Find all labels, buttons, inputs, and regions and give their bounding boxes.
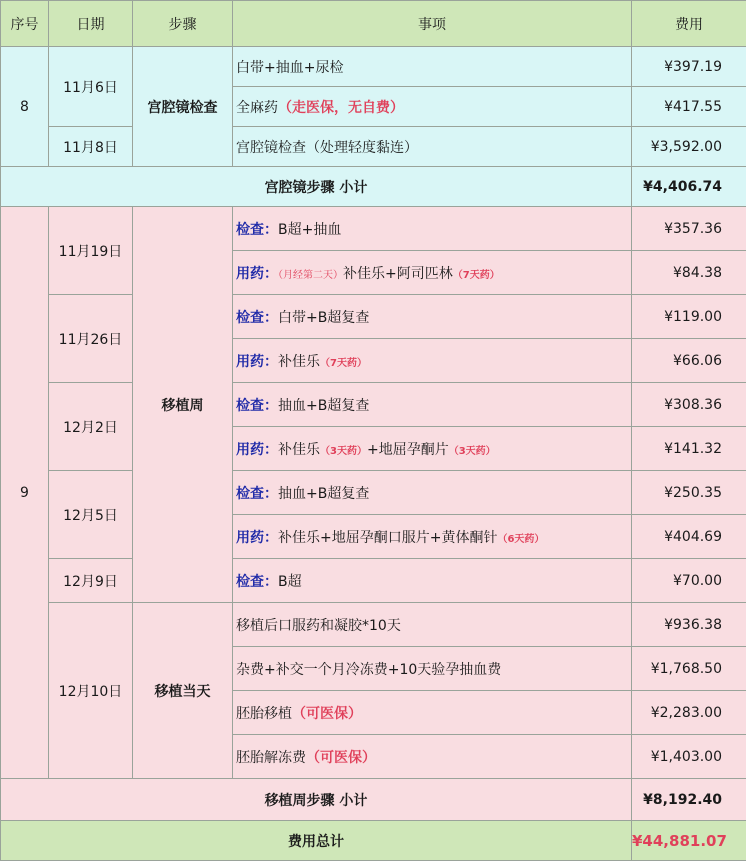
seq-cell: 8 <box>1 47 49 167</box>
date-cell: 11月26日 <box>49 295 133 383</box>
date-cell: 11月6日 <box>49 47 133 127</box>
col-date: 日期 <box>49 1 133 47</box>
subtotal-row <box>1 779 746 821</box>
date-cell: 12月9日 <box>49 559 133 603</box>
cost-cell: ¥936.38 <box>632 603 746 647</box>
table-row <box>1 295 746 339</box>
seq-cell: 9 <box>1 207 49 779</box>
date-cell: 12月2日 <box>49 383 133 471</box>
item-cell: 用药：补佳乐+地屈孕酮口服片+黄体酮针（6天药） <box>233 515 632 559</box>
item-cell: 检查：B超 <box>233 559 632 603</box>
subtotal-row <box>1 167 746 207</box>
col-seq: 序号 <box>1 1 49 47</box>
cost-cell: ¥250.35 <box>632 471 746 515</box>
total-value: ¥44,881.07 <box>632 821 746 861</box>
item-cell: 检查：白带+B超复查 <box>233 295 632 339</box>
col-cost: 费用 <box>632 1 746 47</box>
cost-cell: ¥308.36 <box>632 383 746 427</box>
date-cell: 11月19日 <box>49 207 133 295</box>
item-cell: 全麻药（走医保，无自费） <box>233 87 632 127</box>
item-cell: 胚胎解冻费（可医保） <box>233 735 632 779</box>
item-cell: 检查：抽血+B超复查 <box>233 471 632 515</box>
subtotal-value: ¥4,406.74 <box>632 167 746 207</box>
subtotal-label: 移植周步骤 小计 <box>1 779 632 821</box>
item-cell: 用药：补佳乐（3天药）+地屈孕酮片（3天药） <box>233 427 632 471</box>
item-cell: 用药：补佳乐（7天药） <box>233 339 632 383</box>
cost-cell: ¥84.38 <box>632 251 746 295</box>
item-cell: 检查：B超+抽血 <box>233 207 632 251</box>
cost-cell: ¥404.69 <box>632 515 746 559</box>
item-cell: 宫腔镜检查（处理轻度黏连） <box>233 127 632 167</box>
cost-cell: ¥417.55 <box>632 87 746 127</box>
table-row <box>1 207 746 251</box>
col-item: 事项 <box>233 1 632 47</box>
col-step: 步骤 <box>133 1 233 47</box>
item-cell: 胚胎移植（可医保） <box>233 691 632 735</box>
table-row <box>1 383 746 427</box>
cost-cell: ¥1,403.00 <box>632 735 746 779</box>
cost-cell: ¥357.36 <box>632 207 746 251</box>
date-cell: 12月10日 <box>49 603 133 779</box>
cost-cell: ¥119.00 <box>632 295 746 339</box>
step-cell: 移植当天 <box>133 603 233 779</box>
table-row <box>1 559 746 603</box>
item-cell: 杂费+补交一个月冷冻费+10天验孕抽血费 <box>233 647 632 691</box>
item-cell: 检查：抽血+B超复查 <box>233 383 632 427</box>
cost-cell: ¥70.00 <box>632 559 746 603</box>
cost-cell: ¥3,592.00 <box>632 127 746 167</box>
date-cell: 12月5日 <box>49 471 133 559</box>
item-cell: 移植后口服药和凝胶*10天 <box>233 603 632 647</box>
total-row <box>1 821 746 861</box>
header-row <box>1 1 746 47</box>
cost-cell: ¥2,283.00 <box>632 691 746 735</box>
step-cell: 宫腔镜检查 <box>133 47 233 167</box>
table-row <box>1 471 746 515</box>
table-row <box>1 603 746 647</box>
total-label: 费用总计 <box>1 821 632 861</box>
table-row <box>1 47 746 87</box>
step-cell: 移植周 <box>133 207 233 603</box>
table-row <box>1 127 746 167</box>
item-cell: 用药：（月经第二天）补佳乐+阿司匹林（7天药） <box>233 251 632 295</box>
date-cell: 11月8日 <box>49 127 133 167</box>
cost-cell: ¥397.19 <box>632 47 746 87</box>
subtotal-label: 宫腔镜步骤 小计 <box>1 167 632 207</box>
item-cell: 白带+抽血+尿检 <box>233 47 632 87</box>
cost-cell: ¥1,768.50 <box>632 647 746 691</box>
subtotal-value: ¥8,192.40 <box>632 779 746 821</box>
cost-cell: ¥66.06 <box>632 339 746 383</box>
cost-cell: ¥141.32 <box>632 427 746 471</box>
